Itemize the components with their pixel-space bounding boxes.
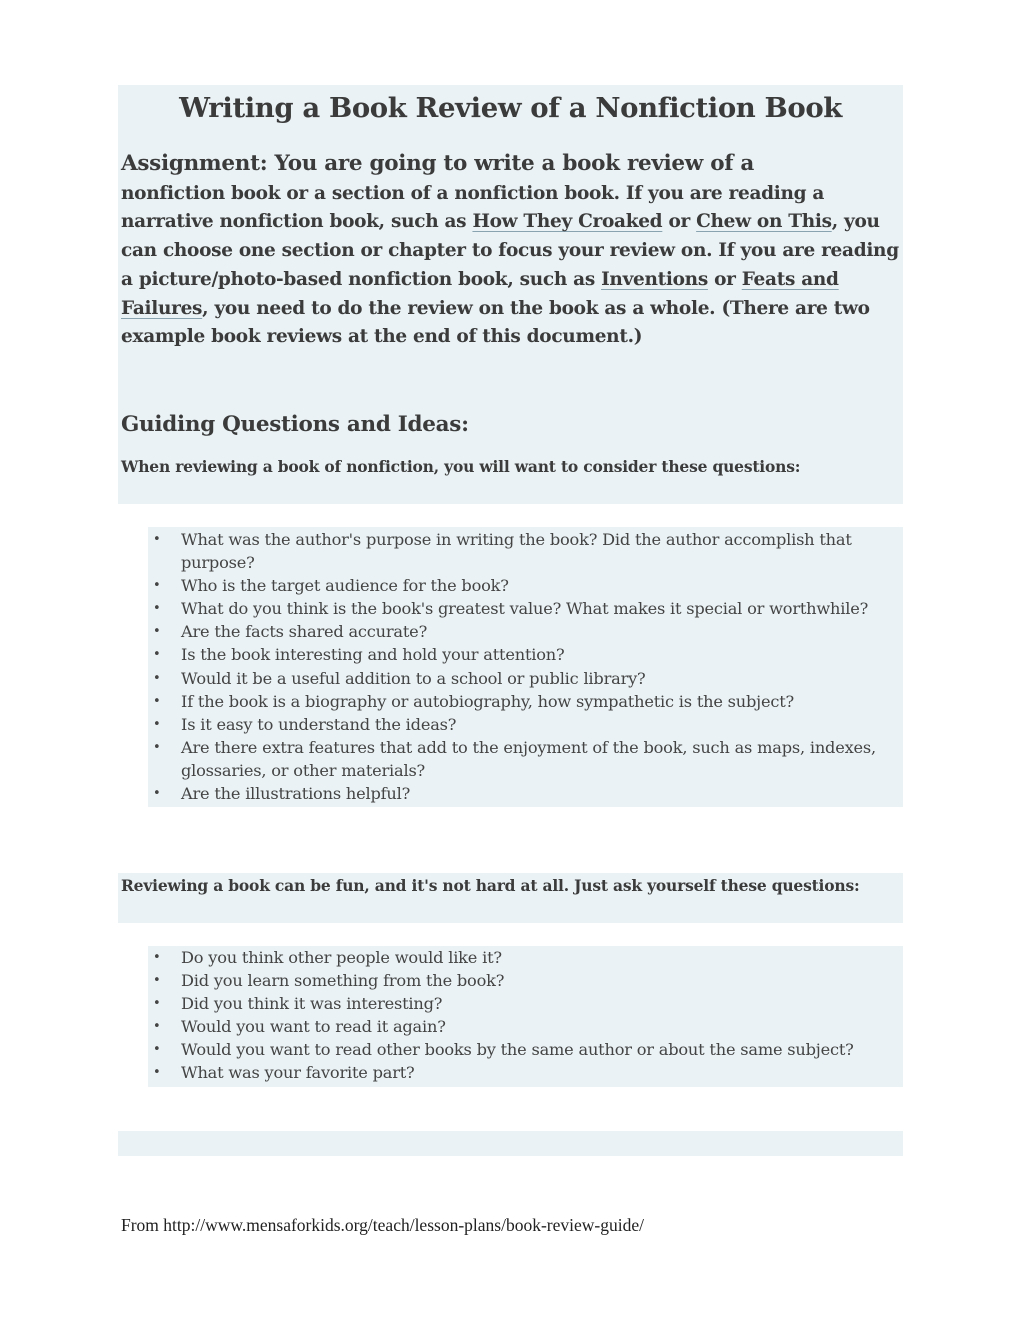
bullet-icon: • bbox=[153, 973, 161, 989]
bullet-icon: • bbox=[153, 996, 161, 1012]
guiding-heading: Guiding Questions and Ideas: bbox=[121, 412, 469, 437]
list-item bbox=[148, 690, 903, 713]
bullet-icon: • bbox=[153, 670, 161, 686]
book-link-feats-and-failures: Feats and Failures bbox=[121, 268, 839, 319]
guiding-intro: When reviewing a book of nonfiction, you will want to consider these questions: bbox=[121, 457, 801, 476]
page-title: Writing a Book Review of a Nonfiction Book bbox=[179, 92, 842, 124]
list-item bbox=[148, 574, 903, 597]
bullet-icon: • bbox=[153, 624, 161, 640]
list-item-text: Would you want to read it again? bbox=[181, 1017, 446, 1037]
bullet-icon: • bbox=[153, 716, 161, 732]
list-item bbox=[148, 667, 903, 690]
list-item-text: Would you want to read other books by the same author or about the same subject? bbox=[181, 1040, 854, 1060]
bullet-icon: • bbox=[153, 693, 161, 709]
bullet-icon: • bbox=[153, 601, 161, 617]
fun-questions-list bbox=[148, 946, 903, 1087]
bullet-icon: • bbox=[153, 1042, 161, 1058]
list-item-text: Who is the target audience for the book? bbox=[181, 576, 509, 596]
list-item-text: Are there extra features that add to the enjoyment of the book, such as maps, indexes, glossaries, or other materials? bbox=[181, 737, 876, 780]
list-item-text: Did you learn something from the book? bbox=[181, 971, 505, 991]
source-footer: From http://www.mensaforkids.org/teach/lesson-plans/book-review-guide/ bbox=[121, 1215, 644, 1235]
list-item-text: Would it be a useful addition to a school or public library? bbox=[181, 668, 646, 688]
bullet-icon: • bbox=[153, 532, 161, 547]
list-item-text: If the book is a biography or autobiography, how sympathetic is the subject? bbox=[181, 691, 795, 711]
list-item bbox=[148, 992, 903, 1015]
list-item-text: What was the author's purpose in writing the book? Did the author accomplish that purpose? bbox=[181, 530, 852, 573]
list-item-text: Are the facts shared accurate? bbox=[181, 622, 428, 642]
list-item bbox=[148, 620, 903, 643]
list-item bbox=[148, 1038, 903, 1061]
list-item bbox=[148, 643, 903, 666]
bullet-icon: • bbox=[153, 647, 161, 663]
bullet-icon: • bbox=[153, 950, 161, 965]
list-item-text: Is the book interesting and hold your attention? bbox=[181, 645, 565, 665]
guiding-questions-list bbox=[148, 527, 903, 807]
list-item-text: Did you think it was interesting? bbox=[181, 994, 443, 1014]
list-item bbox=[148, 1061, 903, 1084]
list-item bbox=[148, 782, 903, 805]
assignment-paragraph: Assignment: You are going to write a book review of a nonfiction book or a section of a nonfiction book. If you are reading a narrative nonfiction book, such as How They Croaked or Chew on This, you can choose one section or chapter to focus your review on. If you are reading a picture/photo-based nonfiction book, such as Inventions or Feats and Failures, you need to do the review on the book as a whole. (There are two example book reviews at the end of this document.) bbox=[121, 151, 899, 348]
empty-block bbox=[118, 1131, 903, 1156]
book-link-how-they-croaked: How They Croaked bbox=[472, 211, 663, 233]
list-item-text: Do you think other people would like it? bbox=[181, 948, 502, 967]
bullet-icon: • bbox=[153, 739, 161, 755]
list-item bbox=[148, 736, 903, 782]
list-item bbox=[148, 713, 903, 736]
bullet-icon: • bbox=[153, 786, 161, 802]
list-item bbox=[148, 946, 903, 969]
assignment-text: nonfiction book or a section of a nonfiction book. If you are reading a narrative nonfiction book, such as bbox=[121, 182, 825, 233]
bullet-icon: • bbox=[153, 1019, 161, 1035]
bullet-icon: • bbox=[153, 1065, 161, 1081]
book-link-chew-on-this: Chew on This bbox=[696, 211, 832, 233]
list-item bbox=[148, 1015, 903, 1038]
list-item-text: Are the illustrations helpful? bbox=[181, 784, 411, 804]
assignment-lead: Assignment: You are going to write a book review of a bbox=[121, 151, 754, 176]
book-link-inventions: Inventions bbox=[601, 268, 708, 290]
bullet-icon: • bbox=[153, 578, 161, 594]
list-item bbox=[148, 528, 903, 574]
list-item-text: Is it easy to understand the ideas? bbox=[181, 714, 457, 734]
list-item-text: What do you think is the book's greatest value? What makes it special or worthwhile? bbox=[181, 599, 869, 619]
list-item bbox=[148, 597, 903, 620]
list-item-text: What was your favorite part? bbox=[181, 1063, 415, 1083]
fun-intro: Reviewing a book can be fun, and it's not hard at all. Just ask yourself these questions: bbox=[121, 876, 860, 895]
list-item bbox=[148, 969, 903, 992]
